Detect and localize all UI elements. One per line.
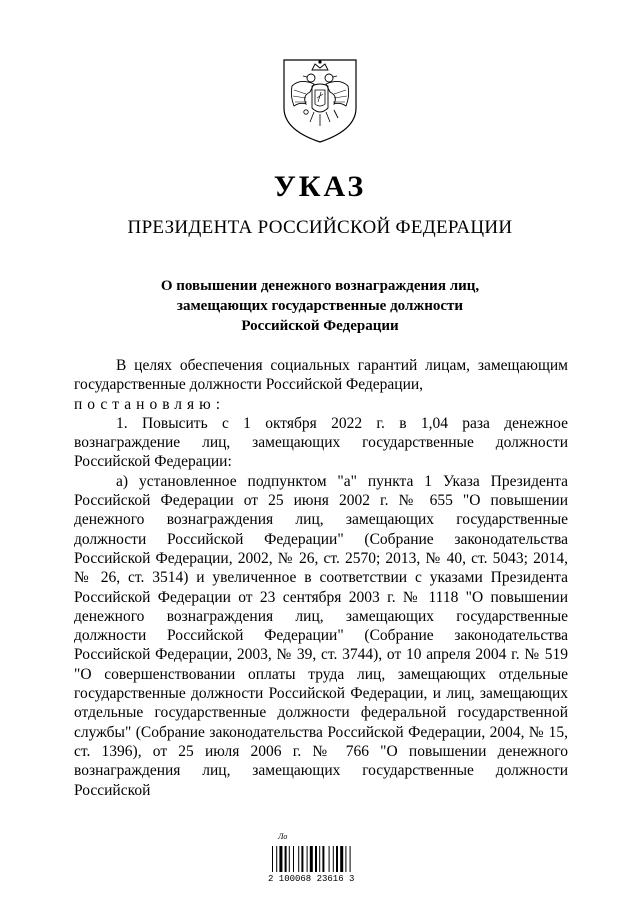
- decree-body: [74, 356, 568, 800]
- barcode-number: 2 100068 23616 3: [268, 874, 355, 884]
- decree-word: постановляю:: [74, 395, 226, 413]
- document-title: УКАЗ: [273, 170, 367, 203]
- item-1a-paragraph: а) установленное подпунктом "а" пункта 1 Указа Президента Российской Федерации от 25 июня 2002 г. № 655 "О повышении денежного вознаграждения лиц, замещающих государственные должности Российской Федерации" (Собрание законодательства Российской Федерации, 2002, № 26, ст. 2570; 2013, № 40, ст. 5043; 2014, № 26, ст. 3514) и увеличенное в соответствии с указами Президента Российской Федерации от 23 сентября 2003 г. № 1118 "О повышении денежного вознаграждения лиц, замещающих государственные должности Российской Федерации" (Собрание законодательства Российской Федерации, 2003, № 39, ст. 3744), от 10 апреля 2004 г. № 519 "О совершенствовании оплаты труда лиц, замещающих отдельные государственные должности Российской Федерации, и лиц, замещающих отдельные государственные должности федеральной государственной службы" (Собрание законодательства Российской Федерации, 2004, № 15, ст. 1396), от 25 июля 2006 г. № 766 "О повышении денежного вознаграждения лиц, замещающих государственные должности Российской: [74, 472, 568, 799]
- barcode-mark: Ло: [278, 832, 288, 841]
- preamble-paragraph: В целях обеспечения социальных гарантий лицам, замещающим государственные должности Российской Федерации,: [74, 357, 568, 394]
- heading-line: замещающих государственные должности: [176, 298, 464, 314]
- document-subtitle: ПРЕЗИДЕНТА РОССИЙСКОЙ ФЕДЕРАЦИИ: [127, 217, 513, 238]
- coat-of-arms-icon: [280, 56, 360, 144]
- barcode: [268, 832, 378, 882]
- barcode-bars-icon: [272, 846, 372, 872]
- heading-line: Российской Федерации: [241, 318, 399, 334]
- heading-line: О повышении денежного вознаграждения лиц,: [160, 278, 480, 294]
- item-1-paragraph: 1. Повысить с 1 октября 2022 г. в 1,04 раза денежное вознаграждение лиц, замещающих государственные должности Российской Федерации:: [74, 414, 568, 471]
- decree-heading: [110, 276, 530, 336]
